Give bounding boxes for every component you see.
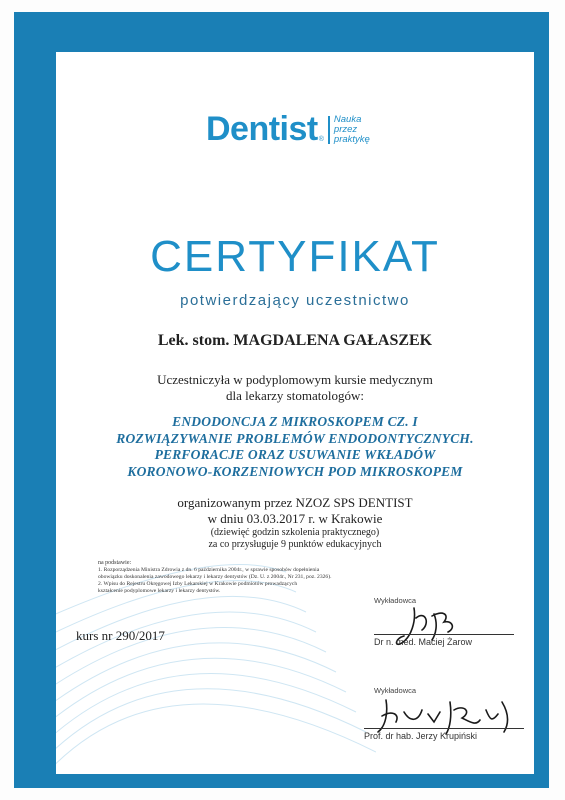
legal-basis-item: 2. Wpisu do Rejestru Okręgowej Izby Lekarskiej w Krakowie podmiotów prowadzących [98, 581, 298, 587]
organizer-line: organizowanym przez NZOZ SPS DENTIST [177, 495, 413, 510]
signature-name: Prof. dr hab. Jerzy Krupiński [364, 728, 524, 741]
legal-basis-heading: na podstawie: [98, 560, 132, 566]
signature-label: Wykładowca [374, 596, 417, 605]
logo-divider [328, 116, 330, 144]
legal-basis [98, 560, 398, 595]
logo-tagline-line: Nauka [333, 114, 362, 125]
logo-tagline-line: przez [333, 124, 358, 135]
points-line: za co przysługuje 9 punktów edukacyjnych [208, 539, 382, 550]
blue-frame [14, 12, 549, 788]
logo-wordmark: Dentist [206, 110, 318, 148]
intro-line: Uczestniczyła w podyplomowym kursie medycznym [157, 372, 433, 387]
certificate-subtitle: potwierdzający uczestnictwo [180, 292, 410, 309]
course-number: kurs nr 290/2017 [76, 628, 165, 643]
course-title [56, 414, 534, 480]
participation-statement [56, 372, 534, 404]
recipient-name: Lek. stom. MAGDALENA GAŁASZEK [157, 332, 433, 349]
hours-line: (dziewięć godzin szkolenia praktycznego) [210, 527, 380, 538]
certificate-body [56, 52, 534, 774]
signature-name: Dr n. med. Maciej Żarow [374, 634, 514, 647]
logo-registered-mark: ® [318, 136, 324, 143]
legal-basis-item: 1. Rozporządzenia Ministra Zdrowia z dn. 6 października 2004r., w sprawie sposobów dopełnienia [98, 567, 320, 573]
signature-label: Wykładowca [374, 686, 417, 695]
intro-line: dla lekarzy stomatologów: [226, 388, 364, 403]
date-place-line: w dniu 03.03.2017 r. w Krakowie [207, 511, 383, 526]
logo-tagline [334, 115, 370, 145]
course-title-line: KORONOWO-KORZENIOWYCH POD MIKROSKOPEM [127, 463, 463, 479]
certificate-title: CERTYFIKAT [150, 232, 440, 281]
dentist-logo [206, 112, 370, 146]
course-title-line: PERFORACJE ORAZ USUWANIE WKŁADÓW [154, 447, 436, 462]
course-details [56, 495, 534, 551]
legal-basis-item: kształcenie podyplomowe lekarzy i lekarzy dentystów. [98, 588, 221, 594]
logo-tagline-line: praktykę [333, 134, 370, 145]
course-title-line: ENDODONCJA Z MIKROSKOPEM CZ. I [172, 414, 418, 429]
course-title-line: ROZWIĄZYWANIE PROBLEMÓW ENDODONTYCZNYCH. [116, 430, 474, 446]
legal-basis-item: obowiązku doskonalenia zawodowego lekarzy i lekarzy dentystów (Dz. U. z 2004r., Nr 231, poz. 2326). [98, 574, 332, 580]
